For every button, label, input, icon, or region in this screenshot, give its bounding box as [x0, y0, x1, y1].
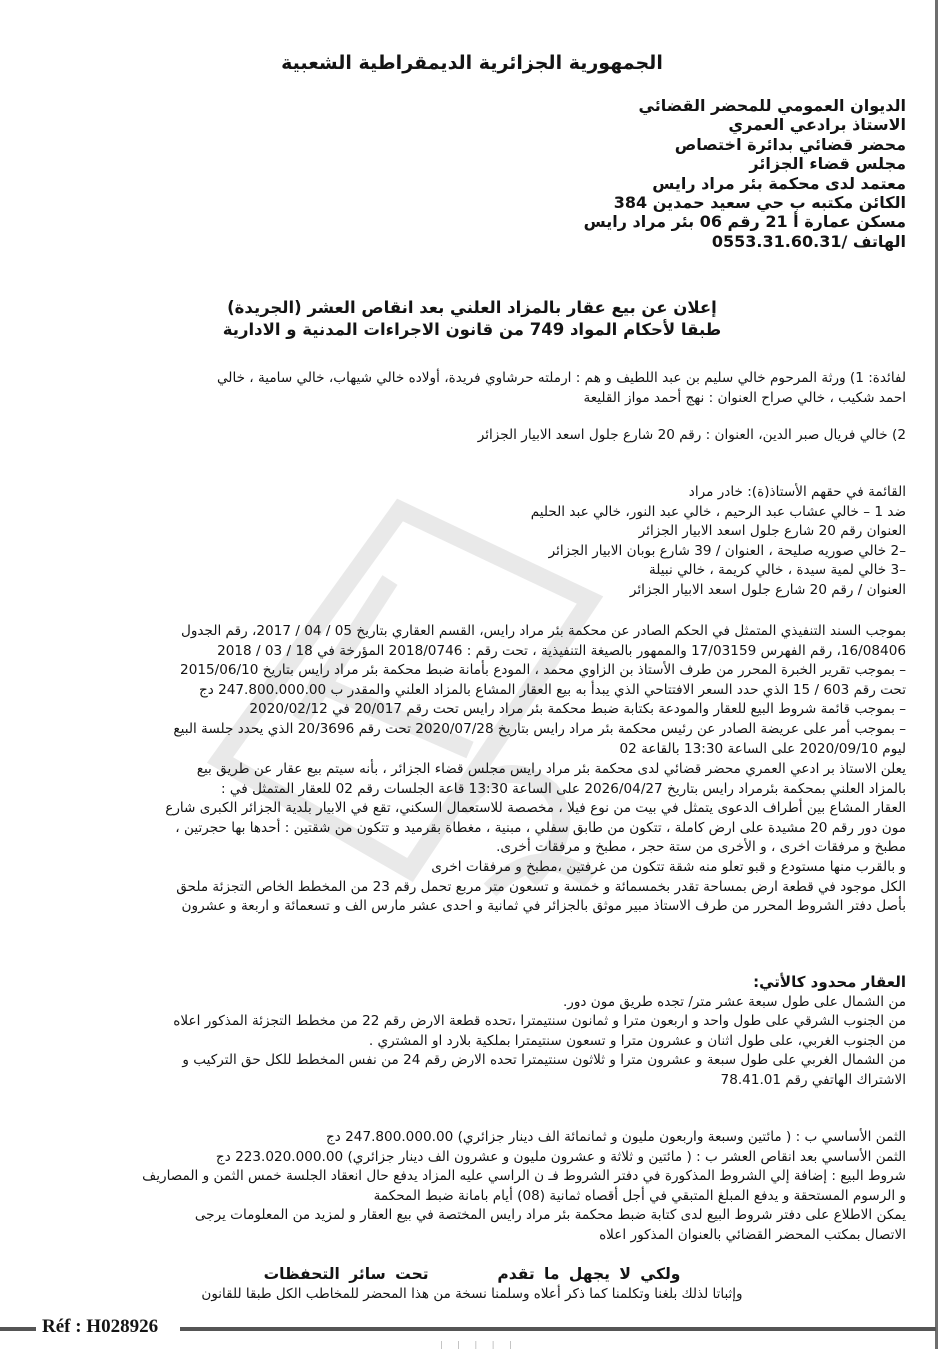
- announcement-line: مون دور رقم 20 مشيدة على ارض كاملة ، تتكون من طابق سفلي ، مبنية ، مغطاة بقرميد و تتكون من شقتين : أحدها بها حجرتين ،: [175, 819, 906, 836]
- ground-line: ليوم 2020/09/10 على الساعة 13:30 بالقاعة 02: [619, 740, 906, 757]
- boundaries-heading: العقار محدود كالأتي:: [753, 973, 906, 991]
- announcement-line: و بالقرب منها مستودع و قبو تعلو منه شقة تتكون من غرفتين ،مطبخ و مرفقات اخرى: [431, 858, 906, 875]
- bailiff-office-block: [486, 96, 906, 251]
- party-line: العنوان رقم 20 شارع جلول اسعد الابيار الجزائر: [638, 523, 906, 540]
- ground-line: – بموجب قائمة شروط البيع للعقار والمودعة بكتابة ضبط محكمة بئر مراد رايس تحت رقم 20/017 في 2020/02/12: [249, 701, 906, 718]
- pricing-section: [26, 1128, 906, 1246]
- reduced-price-line: الثمن الأساسي بعد انقاص العشر ب : ( مائتين و ثلاثة و عشرون مليون و عشرون الف دينار جزائري) 223.020.000.00 دج: [215, 1148, 906, 1165]
- ground-line: – بموجب أمر على عريضة الصادر عن رئيس محكمة بئر مراد رايس بتاريخ 2020/07/28 تحت رقم 20/3696 الذي يحدد جلسة البيع: [173, 720, 906, 737]
- boundary-line: الاشتراك الهاتفي رقم 78.41.01: [720, 1071, 906, 1088]
- parties-section: [26, 483, 906, 601]
- office-line: الكائن مكتبه ب حي سعيد حمدين 384: [613, 193, 906, 213]
- closing-formula-b: تحت سائر التحفظات: [263, 1265, 429, 1283]
- announcement-section: [26, 760, 906, 917]
- office-line: مسكن عمارة أ 21 رقم 06 بئر مراد رايس: [583, 212, 906, 232]
- announcement-line: الكل موجود في قطعة ارض بمساحة تقدر بخمسمائة و خمسة و تسعون متر مربع تحمل رقم 23 من المخطط الخاص التجزئة ملحق: [176, 878, 906, 895]
- reference-bar: [0, 1316, 936, 1340]
- beneficiary-line: لفائدة: 1) ورثة المرحوم خالي سليم بن عبد اللطيف و هم : ارملته حرشاوي فريدة، أولاده خالي شيهاب، خالي سامية ، خالي: [216, 370, 906, 386]
- office-line: معتمد لدى محكمة بئر مراد رايس: [652, 173, 906, 193]
- beneficiary-line: احمد شكيب ، خالي صراح العنوان : نهج أحمد مواز القليعة: [583, 389, 906, 406]
- announcement-line: العقار المشاع بين أطراف الدعوى يتمثل في بيت من نوع فيلا ، مخصصة للاستعمال السكني، تقع في الابيار بلدية الجزائر الكبرى شارع: [165, 800, 906, 817]
- notice-title-line-1: إعلان عن بيع عقار بالمزاد العلني بعد انقاص العشر (الجريدة): [227, 298, 717, 317]
- closing-formula-a: ولكي لا يجهل ما تقدم: [497, 1265, 681, 1283]
- notice-title: [0, 297, 944, 341]
- info-line: الاتصال بمكتب المحضر القضائي بالعنوان المذكور اعلاه: [599, 1226, 906, 1243]
- announcement-line: مطبخ و مرفقات اخرى ، و الأخرى من ستة حجر ، مطبخ و مرفقات أخرى.: [496, 839, 906, 856]
- office-line: الديوان العمومي للمحضر القضائي: [638, 96, 906, 115]
- announcement-line: بأصل دفتر الشروط المحرر من طرف الاستاذ مبير موثق بالجزائر في ثمانية و احدى عشر مارس الف و تسعمائة و اربعة و عشرون: [181, 898, 906, 915]
- beneficiaries-section: [26, 369, 906, 446]
- page-edge: [935, 0, 938, 1349]
- base-price-line: الثمن الأساسي ب : ( مائتين وسبعة واربعون مليون و ثمانمائة الف دينار جزائري) 247.800.000.00 دج: [325, 1129, 906, 1145]
- party-line: ضد 1 – خالي عشاب عبد الرحيم ، خالي عبد النور، خالي عبد الحليم: [530, 503, 906, 520]
- office-line: الاستاذ برادعي العمري: [728, 115, 906, 135]
- ground-line: بموجب السند التنفيذي المتمثل في الحكم الصادر عن محكمة بئر مراد رايس، القسم العقاري بتاريخ 05 / 04 / 2017، رقم الجدول: [180, 623, 906, 639]
- announcement-line: بالمزاد العلني بمحكمة بئرمراد رايس بتاريخ 2026/04/27 على الساعة 13:30 قاعة الجلسات رقم 02 للعقار المتمثل في :: [221, 780, 906, 797]
- party-line: العنوان / رقم 20 شارع جلول اسعد الابيار الجزائر: [629, 581, 906, 598]
- announcement-line: يعلن الاستاذ بر ادعي العمري محضر قضائي لدى محكمة بئر مراد رايس مجلس قضاء الجزائر ، بأنه سيتم بيع عقار عن طريق بيع: [196, 761, 906, 777]
- scan-marks: | | | | |: [440, 1340, 518, 1349]
- grounds-section: [26, 622, 906, 759]
- republic-heading: الجمهورية الجزائرية الديمقراطية الشعبية: [281, 52, 663, 74]
- closing-formula: [0, 1265, 944, 1283]
- party-line: –2 خالي صوريه صليحة ، العنوان / 39 شارع بوبان الابيار الجزائر: [548, 542, 906, 559]
- reference-rule-left: [0, 1327, 36, 1331]
- ground-line: تحت رقم 603 / 15 الذي حدد السعر الافتتاحي الذي يبدأ به بيع العقار المشاع بالمزاد العلني والمقدر ب 247.800.000.00 دج: [198, 681, 906, 698]
- party-line: –3 خالي لمية سيدة ، خالي كريمة ، خالي نبيلة: [649, 562, 906, 579]
- reference-number: Réf : H028926: [38, 1316, 162, 1338]
- boundary-line: من الجنوب الغربي، على طول اثنان و عشرون مترا و تسعون سنتيمترا بملكية بلارد او المشتري .: [368, 1032, 906, 1049]
- office-line: مجلس قضاء الجزائر: [749, 154, 906, 174]
- ground-line: 16/08406، رقم الفهرس 17/03159 والممهور بالصيغة التنفيذية ، تحت رقم : 2018/0746 المؤرخة في 18 / 03 / 2018: [217, 642, 906, 659]
- party-line: القائمة في حقهم الأستاذ(ة): خادر مراد: [688, 484, 906, 500]
- sale-terms-line: شروط البيع : إضافة إلي الشروط المذكورة في دفتر الشروط فـ ن الراسي عليه المزاد يدفع حال انعقاد الجلسة خمس الثمن و المصاريف: [142, 1168, 906, 1185]
- notice-title-line-2: طبقا لأحكام المواد 749 من قانون الاجراءات المدنية و الادارية: [222, 320, 722, 339]
- boundary-line: من الجنوب الشرقي على طول واحد و اربعون مترا و ثمانون سنتيمترا ،تحده قطعة الارض رقم 22 من مخطط التجزئة المذكور اعلاه: [173, 1013, 906, 1030]
- boundary-line: من الشمال الغربي على طول سبعة و عشرون مترا و ثلاثون سنتيمترا تحده الارض رقم 24 من نفس المخطط للكل حق التركيب و: [182, 1052, 906, 1069]
- office-phone: الهاتف /0553.31.60.31: [711, 231, 906, 251]
- closing-section: [0, 1265, 944, 1302]
- boundaries-section: [26, 973, 906, 1091]
- sale-terms-line: و الرسوم المستحقة و يدفع المبلغ المتبقي في أجل أقصاه ثمانية (08) أيام بامانة ضبط المحكمة: [373, 1187, 906, 1204]
- reference-rule-right: [180, 1327, 936, 1331]
- ground-line: – بموجب تقرير الخبرة المحرر من طرف الأستاذ بن الزاوي محمد ، المودع بأمانة ضبط محكمة بئر مراد رايس بتاريخ 2015/06/10: [180, 662, 906, 679]
- boundary-line: من الشمال على طول سبعة عشر متر/ تجده طريق مون دور.: [562, 993, 906, 1010]
- office-line: محضر قضائي بدائرة اختصاص: [674, 134, 906, 154]
- info-line: يمكن الاطلاع على دفتر شروط البيع لدى كتابة ضبط محكمة بئر مراد رايس المختصة في بيع العقار و لمزيد من المعلومات يرجى: [194, 1207, 906, 1224]
- beneficiary-line: 2) خالي فريال صبر الدين، العنوان : رقم 20 شارع جلول اسعد الابيار الجزائر: [477, 427, 906, 444]
- closing-attestation: وإثباتا لذلك بلغنا وتكلمنا كما ذكر أعلاه وسلمنا نسخة من هذا المحضر للمخاطب الكل طبقا للقانون: [201, 1286, 743, 1302]
